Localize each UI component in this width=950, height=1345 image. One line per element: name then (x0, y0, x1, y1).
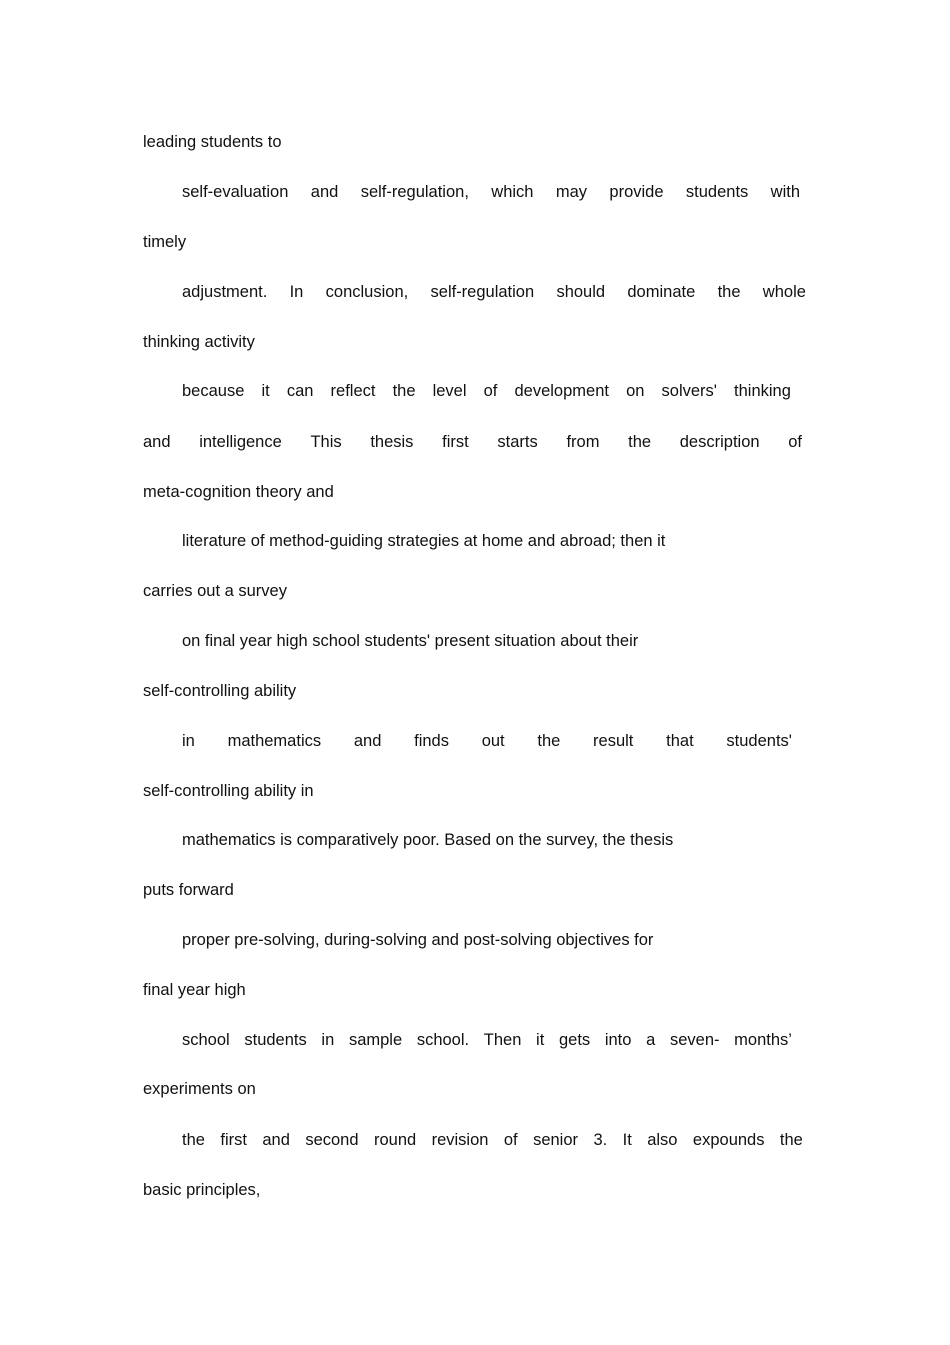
text-line: timely (143, 233, 187, 251)
text-line (182, 1130, 803, 1150)
text-line (182, 731, 792, 751)
text-line: carries out a survey (143, 582, 287, 600)
word: intelligence (199, 433, 282, 451)
word: reflect (330, 382, 376, 400)
word: into (604, 1031, 632, 1049)
word: starts (497, 433, 538, 451)
text-line (182, 282, 806, 302)
word: students (685, 183, 749, 201)
text-line (182, 1030, 792, 1050)
text-line: self-controlling ability (143, 682, 297, 700)
word: months’ (734, 1031, 792, 1049)
word: first (220, 1131, 247, 1149)
word: adjustment. (182, 283, 268, 301)
text-line: basic principles, (143, 1181, 261, 1199)
text-line: meta-cognition theory and (143, 483, 334, 501)
word: It (622, 1131, 632, 1149)
word: second (305, 1131, 359, 1149)
word: expounds (692, 1131, 765, 1149)
word: may (555, 183, 588, 201)
word: result (593, 732, 634, 750)
text-line: thinking activity (143, 333, 255, 351)
word: In (289, 283, 304, 301)
word: the (537, 732, 561, 750)
word: school (182, 1031, 230, 1049)
word: in (182, 732, 195, 750)
text-line: literature of method-guiding strategies at home and abroad; then it (182, 532, 666, 550)
word: of (483, 382, 498, 400)
word: also (647, 1131, 678, 1149)
text-line: experiments on (143, 1080, 256, 1098)
word: the (717, 283, 741, 301)
word: whole (762, 283, 806, 301)
word: of (503, 1131, 518, 1149)
word: school. (416, 1031, 470, 1049)
word: it (261, 382, 270, 400)
text-line: self-controlling ability in (143, 782, 314, 800)
word: solvers' (661, 382, 717, 400)
word: development (514, 382, 609, 400)
word: which (491, 183, 534, 201)
word: and (310, 183, 339, 201)
word: should (556, 283, 606, 301)
text-line (182, 381, 791, 401)
word: revision (431, 1131, 489, 1149)
word: out (481, 732, 505, 750)
word: and (143, 433, 171, 451)
word: provide (609, 183, 664, 201)
word: thesis (370, 433, 414, 451)
word: and (262, 1131, 290, 1149)
text-line: mathematics is comparatively poor. Based on the survey, the thesis (182, 831, 674, 849)
word: and (353, 732, 382, 750)
word: dominate (627, 283, 696, 301)
word: conclusion, (325, 283, 409, 301)
text-line: proper pre-solving, during-solving and post-solving objectives for (182, 931, 654, 949)
text-line: puts forward (143, 881, 234, 899)
text-line (182, 182, 800, 202)
word: in (321, 1031, 335, 1049)
word: This (310, 433, 342, 451)
word: with (770, 183, 800, 201)
word: 3. (593, 1131, 608, 1149)
word: that (666, 732, 694, 750)
word: finds (414, 732, 449, 750)
word: it (536, 1031, 545, 1049)
word: students (244, 1031, 307, 1049)
word: sample (348, 1031, 403, 1049)
word: because (182, 382, 245, 400)
word: first (442, 433, 469, 451)
word: the (779, 1131, 803, 1149)
word: thinking (734, 382, 791, 400)
word: the (392, 382, 416, 400)
word: self-regulation, (360, 183, 469, 201)
text-line: final year high (143, 981, 246, 999)
word: from (566, 433, 600, 451)
text-line: leading students to (143, 133, 282, 151)
word: description (679, 433, 760, 451)
word: level (432, 382, 467, 400)
word: the (628, 433, 652, 451)
word: gets (558, 1031, 591, 1049)
word: round (373, 1131, 417, 1149)
word: mathematics (227, 732, 322, 750)
word: students' (726, 732, 792, 750)
word: self-evaluation (182, 183, 289, 201)
word: can (286, 382, 314, 400)
word: senior (533, 1131, 579, 1149)
word: self-regulation (430, 283, 535, 301)
word: Then (483, 1031, 522, 1049)
word: the (182, 1131, 205, 1149)
word: a (646, 1031, 656, 1049)
text-line: on final year high school students' present situation about their (182, 632, 639, 650)
word: seven- (669, 1031, 720, 1049)
word: on (626, 382, 645, 400)
word: of (788, 433, 802, 451)
text-line (143, 432, 802, 452)
